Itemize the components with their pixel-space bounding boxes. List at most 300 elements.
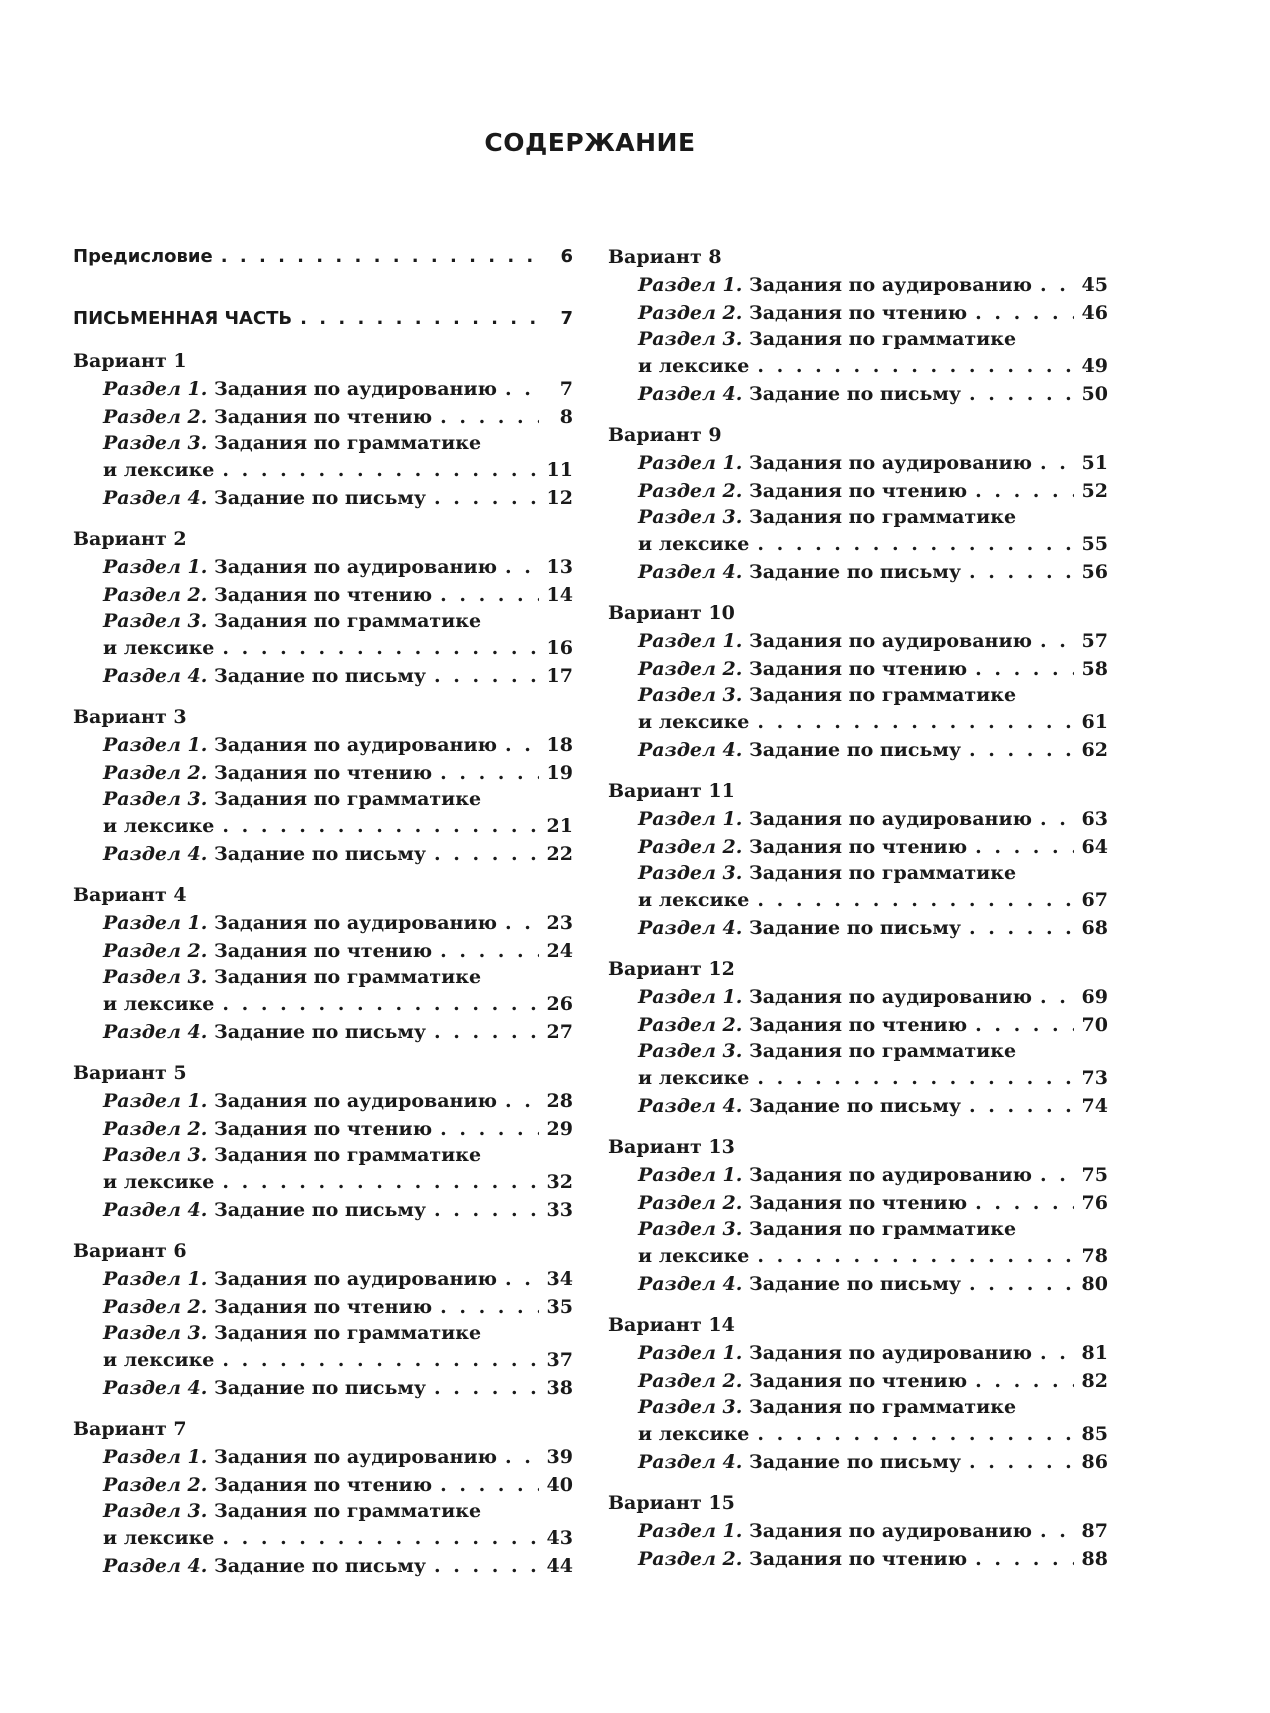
page-number: 7 [559, 378, 573, 400]
toc-entry-section-4[interactable] [608, 1448, 1108, 1476]
toc-entry-section-3-cont[interactable] [103, 1524, 573, 1552]
leader-dots [969, 558, 1074, 586]
leader-dots [434, 662, 539, 690]
leader-dots [969, 1092, 1074, 1120]
section-label: Раздел 3. [638, 1218, 743, 1240]
page-number: 78 [1081, 1245, 1108, 1267]
toc-entry-section-4[interactable] [608, 558, 1108, 586]
toc-entry-section-4[interactable] [73, 1374, 573, 1402]
toc-entry-section-3-cont[interactable] [638, 530, 1108, 558]
toc-entry-section-1[interactable] [73, 1265, 573, 1293]
section-title: Задания по аудированию [214, 912, 498, 934]
entry-text [638, 1339, 1032, 1367]
section-label: Раздел 4. [638, 917, 743, 939]
toc-entry-section-4[interactable] [73, 1552, 573, 1580]
toc-entry-section-3-cont[interactable] [103, 812, 573, 840]
section-title: Задания по чтению [214, 1118, 433, 1140]
toc-entry-section-4[interactable] [608, 914, 1108, 942]
variant-title[interactable]: Вариант 7 [73, 1418, 187, 1440]
leader-dots [1040, 449, 1074, 477]
toc-entry-written-part[interactable] [73, 305, 573, 333]
section-title: Задания по чтению [214, 762, 433, 784]
section-title: Задания по чтению [749, 302, 968, 324]
toc-entry-section-3-cont[interactable] [638, 1064, 1108, 1092]
section-title: Задания по чтению [749, 658, 968, 680]
page-number: 76 [1081, 1192, 1108, 1214]
section-title: Задания по аудированию [214, 556, 498, 578]
toc-variant [73, 1059, 573, 1224]
entry-text [638, 627, 1032, 655]
leader-dots [300, 305, 539, 333]
toc-entry-section-3[interactable] [73, 431, 573, 484]
section-title: Задания по аудированию [749, 274, 1033, 296]
section-label: Раздел 2. [638, 1014, 743, 1036]
variant-title[interactable]: Вариант 13 [608, 1136, 735, 1158]
section-label: Раздел 4. [103, 487, 208, 509]
leader-dots [222, 990, 539, 1018]
toc-entry-section-4[interactable] [73, 840, 573, 868]
page-number: 67 [1081, 889, 1108, 911]
toc-entry-section-2[interactable] [608, 655, 1108, 683]
leader-dots [222, 1168, 539, 1196]
toc-entry-section-1[interactable] [73, 1443, 573, 1471]
entry-text [103, 553, 497, 581]
toc-entry-section-4[interactable] [608, 736, 1108, 764]
page-number: 34 [546, 1268, 573, 1290]
entry-text [103, 1374, 426, 1402]
section-label: Раздел 1. [103, 1090, 208, 1112]
entry-text: ПИСЬМЕННАЯ ЧАСТЬ [73, 308, 293, 329]
leader-dots [440, 1293, 539, 1321]
toc-entry-section-1[interactable] [608, 983, 1108, 1011]
page-number: 46 [1081, 302, 1108, 324]
section-label: Раздел 1. [638, 452, 743, 474]
page-number: 75 [1081, 1164, 1108, 1186]
toc-entry-section-2[interactable] [73, 581, 573, 609]
variant-title[interactable]: Вариант 8 [608, 246, 722, 268]
leader-dots [221, 243, 539, 271]
page-number: 23 [546, 912, 573, 934]
toc-entry-section-3[interactable] [608, 683, 1108, 736]
leader-dots [757, 1242, 1074, 1270]
leader-dots [975, 477, 1074, 505]
section-label: Раздел 1. [103, 1446, 208, 1468]
section-label: Раздел 1. [638, 274, 743, 296]
entry-text [103, 403, 432, 431]
toc-entry-section-4[interactable] [73, 1196, 573, 1224]
leader-dots [757, 1420, 1074, 1448]
variant-title[interactable]: Вариант 5 [73, 1062, 187, 1084]
entry-text [103, 1265, 497, 1293]
entry-text [103, 1321, 573, 1346]
entry-text [638, 861, 1108, 886]
leader-dots [1040, 271, 1074, 299]
section-label: Раздел 2. [103, 406, 208, 428]
section-title: Задания по грамматике [214, 966, 482, 988]
section-title: Задания по аудированию [214, 734, 498, 756]
entry-text [103, 662, 426, 690]
toc-entry-section-2[interactable] [73, 1471, 573, 1499]
leader-dots [434, 1552, 539, 1580]
section-title: Задания по грамматике [749, 1396, 1017, 1418]
toc-entry-section-1[interactable] [73, 375, 573, 403]
section-title: и лексике [103, 637, 215, 659]
page-number: 27 [546, 1021, 573, 1043]
entry-text [103, 1443, 497, 1471]
leader-dots [440, 759, 539, 787]
section-title: Задания по грамматике [749, 862, 1017, 884]
leader-dots [1040, 805, 1074, 833]
variant-title[interactable]: Вариант 9 [608, 424, 722, 446]
toc-entry-section-1[interactable] [73, 553, 573, 581]
leader-dots [505, 1443, 539, 1471]
section-label: Раздел 2. [638, 1192, 743, 1214]
section-title: Задания по чтению [749, 1192, 968, 1214]
toc-entry-section-4[interactable] [608, 380, 1108, 408]
section-title: Задания по аудированию [214, 378, 498, 400]
section-title: Задание по письму [214, 487, 427, 509]
page-number: 70 [1081, 1014, 1108, 1036]
page-number: 33 [546, 1199, 573, 1221]
entry-text [103, 484, 426, 512]
entry-text [103, 1168, 214, 1196]
toc-entry-section-3[interactable] [73, 609, 573, 662]
entry-text [638, 1395, 1108, 1420]
page-number: 44 [546, 1555, 573, 1577]
section-label: Раздел 2. [638, 302, 743, 324]
toc-entry-section-1[interactable] [608, 627, 1108, 655]
toc-entry-section-3[interactable] [73, 1143, 573, 1196]
page-number: 82 [1081, 1370, 1108, 1392]
section-label: Раздел 1. [638, 1520, 743, 1542]
leader-dots [440, 937, 539, 965]
toc-entry-section-2[interactable] [608, 833, 1108, 861]
entry-text [103, 1087, 497, 1115]
toc-entry-section-2[interactable] [73, 759, 573, 787]
toc-entry-section-4[interactable] [73, 484, 573, 512]
entry-text [638, 530, 749, 558]
entry-text [103, 909, 497, 937]
toc-entry-section-1[interactable] [73, 731, 573, 759]
toc-entry-section-4[interactable] [73, 1018, 573, 1046]
variant-title[interactable]: Вариант 14 [608, 1314, 735, 1336]
leader-dots [969, 1270, 1074, 1298]
entry-text [103, 1499, 573, 1524]
toc-variant [608, 243, 1108, 408]
page-number: 51 [1081, 452, 1108, 474]
leader-dots [757, 1064, 1074, 1092]
section-title: Задание по письму [214, 665, 427, 687]
toc-entry-section-3[interactable] [608, 1217, 1108, 1270]
leader-dots [440, 403, 539, 431]
section-label: Раздел 2. [638, 836, 743, 858]
entry-text [638, 683, 1108, 708]
entry-text [103, 609, 573, 634]
toc-entry-section-1[interactable] [73, 1087, 573, 1115]
leader-dots [222, 1346, 539, 1374]
section-title: Задания по чтению [214, 1474, 433, 1496]
toc-entry-section-3-cont[interactable] [103, 990, 573, 1018]
section-label: Раздел 2. [638, 658, 743, 680]
toc-entry-section-3[interactable] [608, 1395, 1108, 1448]
leader-dots [1040, 1161, 1074, 1189]
toc-entry-section-3-cont[interactable] [638, 708, 1108, 736]
section-title: и лексике [103, 993, 215, 1015]
section-label: Раздел 1. [103, 1268, 208, 1290]
page-number: 52 [1081, 480, 1108, 502]
entry-text [638, 1367, 967, 1395]
entry-text [103, 1143, 573, 1168]
toc-entry-section-3-cont[interactable] [103, 456, 573, 484]
toc-entry-section-4[interactable] [608, 1270, 1108, 1298]
variant-title[interactable]: Вариант 1 [73, 350, 187, 372]
toc-entry-section-3[interactable] [73, 787, 573, 840]
page-number: 14 [546, 584, 573, 606]
section-label: Раздел 2. [103, 940, 208, 962]
entry-text [638, 736, 961, 764]
toc-entry-section-1[interactable] [608, 449, 1108, 477]
section-title: Задания по грамматике [214, 1500, 482, 1522]
leader-dots [969, 914, 1074, 942]
page-number: 85 [1081, 1423, 1108, 1445]
page-number: 17 [546, 665, 573, 687]
section-title: Задания по грамматике [749, 1218, 1017, 1240]
toc-variant [608, 955, 1108, 1120]
toc-entry-section-2[interactable] [608, 477, 1108, 505]
variant-title[interactable]: Вариант 11 [608, 780, 735, 802]
leader-dots [434, 1374, 539, 1402]
section-label: Раздел 1. [103, 734, 208, 756]
toc-entry-section-1[interactable] [608, 805, 1108, 833]
leader-dots [975, 655, 1074, 683]
toc-entry-section-3-cont[interactable] [103, 634, 573, 662]
entry-text [638, 983, 1032, 1011]
page-number: 21 [546, 815, 573, 837]
section-label: Раздел 4. [103, 1199, 208, 1221]
section-label: Раздел 3. [638, 328, 743, 350]
section-label: Раздел 4. [103, 1555, 208, 1577]
entry-text [103, 375, 497, 403]
section-title: Задание по письму [749, 917, 962, 939]
entry-text [638, 1448, 961, 1476]
entry-text [103, 759, 432, 787]
toc-variant [608, 599, 1108, 764]
leader-dots [434, 840, 539, 868]
section-title: Задания по аудированию [214, 1446, 498, 1468]
section-title: Задания по чтению [749, 1548, 968, 1570]
section-title: Задания по аудированию [749, 452, 1033, 474]
entry-text [638, 1545, 967, 1573]
leader-dots [969, 736, 1074, 764]
section-title: Задание по письму [749, 1273, 962, 1295]
section-title: Задание по письму [749, 1451, 962, 1473]
page-number: 68 [1081, 917, 1108, 939]
toc-variant [608, 1311, 1108, 1476]
page-number: 61 [1081, 711, 1108, 733]
toc-entry-section-3[interactable] [608, 327, 1108, 380]
entry-text [638, 833, 967, 861]
toc-entry-section-1[interactable] [73, 909, 573, 937]
section-title: Задания по аудированию [749, 1164, 1033, 1186]
toc-entry-preface[interactable] [73, 243, 573, 271]
section-label: Раздел 4. [103, 1377, 208, 1399]
toc-entry-section-4[interactable] [608, 1092, 1108, 1120]
entry-text [103, 1293, 432, 1321]
section-title: Задания по аудированию [749, 1520, 1033, 1542]
toc-entry-section-3-cont[interactable] [638, 1420, 1108, 1448]
section-label: Раздел 2. [103, 762, 208, 784]
entry-text [103, 787, 573, 812]
section-title: Задание по письму [214, 1377, 427, 1399]
section-title: Задания по грамматике [214, 432, 482, 454]
toc-variant [608, 777, 1108, 942]
section-label: Раздел 3. [103, 1322, 208, 1344]
page-number: 73 [1081, 1067, 1108, 1089]
toc-entry-section-1[interactable] [608, 1517, 1108, 1545]
toc-entry-section-2[interactable] [73, 1115, 573, 1143]
page-number: 13 [546, 556, 573, 578]
variant-title[interactable]: Вариант 6 [73, 1240, 187, 1262]
toc-entry-section-1[interactable] [608, 1339, 1108, 1367]
leader-dots [757, 352, 1074, 380]
section-title: Задания по аудированию [214, 1268, 498, 1290]
toc-entry-section-3-cont[interactable] [103, 1168, 573, 1196]
variant-title[interactable]: Вариант 2 [73, 528, 187, 550]
section-label: Раздел 4. [638, 1095, 743, 1117]
section-title: Задания по грамматике [214, 610, 482, 632]
entry-text [638, 708, 749, 736]
toc-entry-section-3-cont[interactable] [638, 886, 1108, 914]
toc-variant [73, 347, 573, 512]
entry-text [638, 1039, 1108, 1064]
page-number: 43 [546, 1527, 573, 1549]
leader-dots [434, 1018, 539, 1046]
toc-entry-section-2[interactable] [608, 1011, 1108, 1039]
section-title: Задания по грамматике [214, 1322, 482, 1344]
entry-text [103, 1552, 426, 1580]
toc-entry-section-3-cont[interactable] [103, 1346, 573, 1374]
page-number: 62 [1081, 739, 1108, 761]
entry-text [638, 1217, 1108, 1242]
variant-title[interactable]: Вариант 3 [73, 706, 187, 728]
entry-text [638, 327, 1108, 352]
toc-entry-section-1[interactable] [608, 271, 1108, 299]
section-title: и лексике [103, 815, 215, 837]
section-label: Раздел 3. [638, 684, 743, 706]
entry-text [103, 812, 214, 840]
variant-title[interactable]: Вариант 15 [608, 1492, 735, 1514]
toc-entry-section-3[interactable] [73, 1499, 573, 1552]
leader-dots [975, 1367, 1074, 1395]
section-title: Задание по письму [214, 1199, 427, 1221]
section-label: Раздел 3. [103, 788, 208, 810]
leader-dots [505, 1265, 539, 1293]
variant-title[interactable]: Вариант 4 [73, 884, 187, 906]
toc-entry-section-2[interactable] [608, 1545, 1108, 1573]
leader-dots [505, 909, 539, 937]
toc-variant [608, 1489, 1108, 1573]
entry-text [103, 1115, 432, 1143]
toc-entry-section-2[interactable] [608, 299, 1108, 327]
leader-dots [975, 299, 1074, 327]
page-number: 22 [546, 843, 573, 865]
toc-entry-section-3[interactable] [73, 1321, 573, 1374]
toc-entry-section-3[interactable] [73, 965, 573, 1018]
section-label: Раздел 1. [638, 808, 743, 830]
entry-text [103, 1196, 426, 1224]
toc-entry-section-3-cont[interactable] [638, 352, 1108, 380]
leader-dots [757, 530, 1074, 558]
leader-dots [975, 1189, 1074, 1217]
entry-text [638, 1270, 961, 1298]
page-number: 38 [546, 1377, 573, 1399]
toc-right-column [608, 243, 1108, 1586]
toc-entry-section-3-cont[interactable] [638, 1242, 1108, 1270]
toc-entry-section-3[interactable] [608, 1039, 1108, 1092]
page-number: 12 [546, 487, 573, 509]
toc-variant [73, 881, 573, 1046]
leader-dots [1040, 627, 1074, 655]
section-title: Задание по письму [749, 383, 962, 405]
page-number: 7 [560, 308, 573, 329]
section-title: Задания по чтению [749, 480, 968, 502]
page-number: 16 [546, 637, 573, 659]
toc-entry-section-2[interactable] [73, 937, 573, 965]
page-number: 74 [1081, 1095, 1108, 1117]
entry-text [638, 449, 1032, 477]
section-title: и лексике [638, 711, 750, 733]
toc-entry-section-2[interactable] [608, 1367, 1108, 1395]
page-number: 80 [1081, 1273, 1108, 1295]
toc-entry-section-4[interactable] [73, 662, 573, 690]
entry-text [103, 731, 497, 759]
leader-dots [434, 1196, 539, 1224]
entry-text: Предисловие [73, 246, 213, 267]
entry-text [638, 655, 967, 683]
entry-text [638, 352, 749, 380]
toc-entry-section-2[interactable] [73, 403, 573, 431]
leader-dots [757, 886, 1074, 914]
section-title: Задание по письму [749, 1095, 962, 1117]
section-title: и лексике [638, 1067, 750, 1089]
entry-text [638, 1064, 749, 1092]
entry-text [103, 1471, 432, 1499]
entry-text [103, 456, 214, 484]
leader-dots [1040, 983, 1074, 1011]
variant-title[interactable]: Вариант 10 [608, 602, 735, 624]
variant-title[interactable]: Вариант 12 [608, 958, 735, 980]
leader-dots [975, 833, 1074, 861]
toc-entry-section-3[interactable] [608, 861, 1108, 914]
section-title: Задания по грамматике [749, 684, 1017, 706]
section-label: Раздел 2. [103, 1474, 208, 1496]
page-number: 18 [546, 734, 573, 756]
page-number: 11 [546, 459, 573, 481]
leader-dots [434, 484, 539, 512]
section-label: Раздел 4. [638, 739, 743, 761]
page-number: 8 [559, 406, 573, 428]
toc-entry-section-2[interactable] [73, 1293, 573, 1321]
page-title: СОДЕРЖАНИЕ [484, 128, 696, 157]
leader-dots [757, 708, 1074, 736]
toc-entry-section-1[interactable] [608, 1161, 1108, 1189]
section-label: Раздел 1. [638, 1342, 743, 1364]
toc-entry-section-3[interactable] [608, 505, 1108, 558]
leader-dots [440, 1471, 539, 1499]
section-label: Раздел 1. [103, 556, 208, 578]
toc-entry-section-2[interactable] [608, 1189, 1108, 1217]
section-label: Раздел 4. [103, 1021, 208, 1043]
